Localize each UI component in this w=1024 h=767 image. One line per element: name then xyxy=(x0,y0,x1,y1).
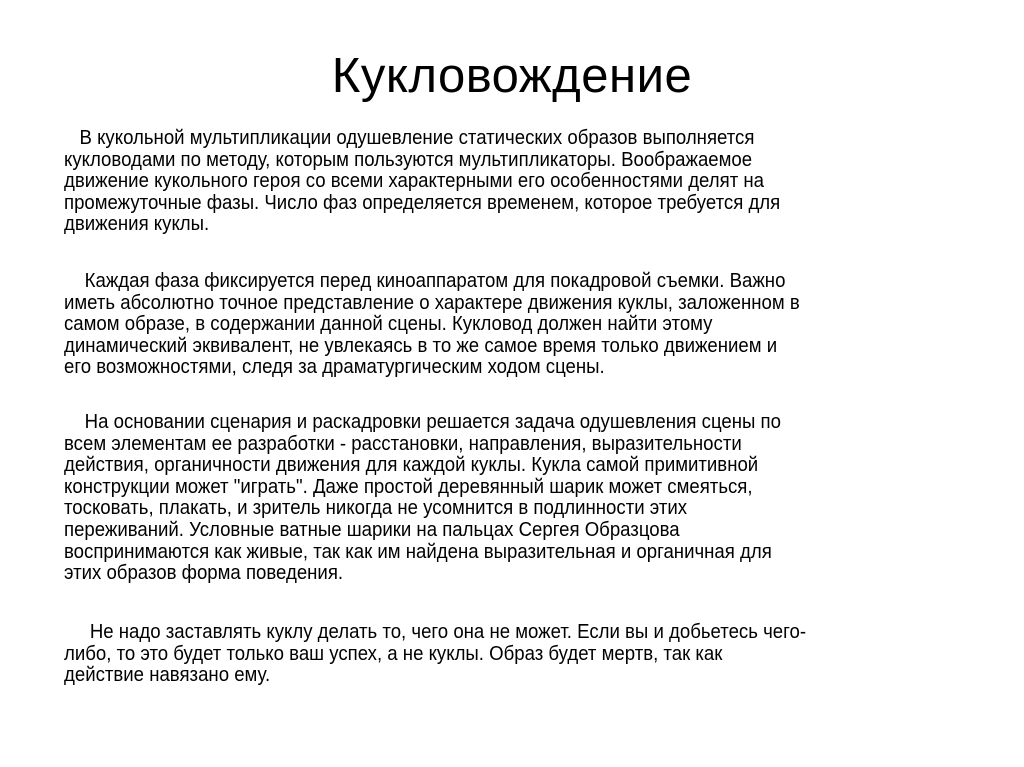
paragraph-line: тосковать, плакать, и зритель никогда не усомнится в подлинности этих xyxy=(64,497,688,520)
paragraph-line: конструкции может "играть". Даже простой деревянный шарик может смеяться, xyxy=(64,475,753,498)
paragraph-line: иметь абсолютно точное представление о характере движения куклы, заложенном в xyxy=(64,291,800,314)
paragraph-line: его возможностями, следя за драматургическим ходом сцены. xyxy=(64,356,605,379)
paragraph-line: движения куклы. xyxy=(64,213,210,236)
paragraph-line: промежуточные фазы. Число фаз определяется временем, которое требуется для xyxy=(64,191,781,214)
paragraph-3 xyxy=(64,412,781,585)
paragraph-line: движение кукольного героя со всеми характерными его особенностями делят на xyxy=(64,170,764,193)
paragraph-line: этих образов форма поведения. xyxy=(64,562,344,585)
paragraph-line: либо, то это будет только ваш успех, а не куклы. Образ будет мертв, так как xyxy=(64,642,723,665)
paragraph-line: самом образе, в содержании данной сцены. Кукловод должен найти этому xyxy=(64,313,713,336)
paragraph-line: Не надо заставлять куклу делать то, чего она не может. Если вы и добьетесь чего- xyxy=(64,621,807,643)
paragraph-line: всем элементам ее разработки - расстановки, направления, выразительности xyxy=(64,432,742,455)
paragraph-line: кукловодами по методу, которым пользуются мультипликаторы. Воображаемое xyxy=(64,148,753,171)
paragraph-line: динамический эквивалент, не увлекаясь в то же самое время только движением и xyxy=(64,334,778,357)
slide-title: Кукловождение xyxy=(331,49,693,103)
paragraph-1 xyxy=(64,128,780,236)
paragraph-line: Каждая фаза фиксируется перед киноаппаратом для покадровой съемки. Важно xyxy=(64,270,786,292)
paragraph-line: действие навязано ему. xyxy=(64,664,271,687)
paragraph-line: На основании сценария и раскадровки решается задача одушевления сцены по xyxy=(64,411,781,433)
paragraph-line: воспринимаются как живые, так как им найдена выразительная и органичная для xyxy=(64,540,772,563)
paragraph-2 xyxy=(64,271,800,379)
paragraph-4 xyxy=(64,622,806,687)
paragraph-line: переживаний. Условные ватные шарики на пальцах Сергея Образцова xyxy=(64,518,680,541)
paragraph-line: В кукольной мультипликации одушевление статических образов выполняется xyxy=(64,127,755,149)
paragraph-line: действия, органичности движения для каждой куклы. Кукла самой примитивной xyxy=(64,454,759,477)
